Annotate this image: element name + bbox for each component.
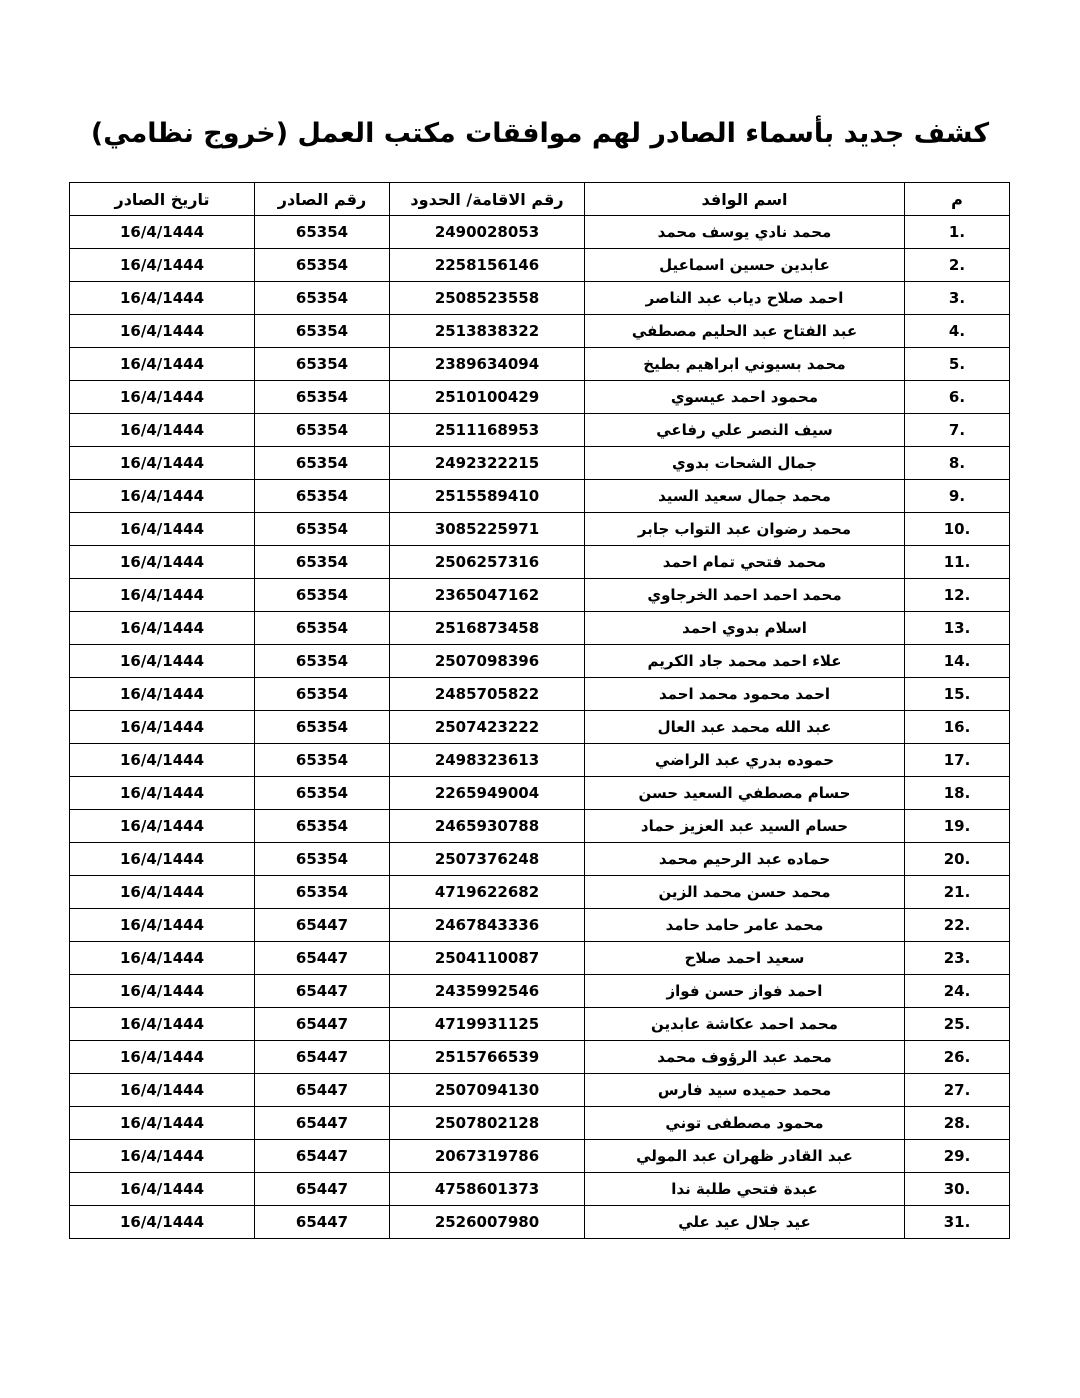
cell-issue-date: 16/4/1444 [70,777,255,810]
table-row [70,348,1010,381]
cell-name: محمد نادي يوسف محمد [585,216,905,249]
cell-name: محمد عامر حامد حامد [585,909,905,942]
cell-index: 31. [905,1206,1010,1239]
cell-residence-number: 4758601373 [390,1173,585,1206]
table-row [70,876,1010,909]
cell-residence-number: 4719931125 [390,1008,585,1041]
cell-name: محمد جمال سعيد السيد [585,480,905,513]
cell-issue-number: 65447 [255,1074,390,1107]
cell-issue-date: 16/4/1444 [70,282,255,315]
cell-index: 23. [905,942,1010,975]
cell-issue-number: 65354 [255,513,390,546]
cell-name: احمد فواز حسن فواز [585,975,905,1008]
cell-residence-number: 2365047162 [390,579,585,612]
page-title: كشف جديد بأسماء الصادر لهم موافقات مكتب العمل (خروج نظامي) [90,118,990,149]
cell-issue-number: 65354 [255,546,390,579]
cell-issue-number: 65354 [255,249,390,282]
table-row [70,546,1010,579]
table-header [70,183,1010,216]
cell-residence-number: 2258156146 [390,249,585,282]
table-row [70,810,1010,843]
cell-issue-date: 16/4/1444 [70,315,255,348]
cell-issue-date: 16/4/1444 [70,645,255,678]
cell-residence-number: 2506257316 [390,546,585,579]
cell-issue-date: 16/4/1444 [70,249,255,282]
cell-index: 25. [905,1008,1010,1041]
cell-index: 20. [905,843,1010,876]
table-row [70,777,1010,810]
table-row [70,1206,1010,1239]
cell-residence-number: 3085225971 [390,513,585,546]
cell-residence-number: 2508523558 [390,282,585,315]
cell-issue-number: 65354 [255,480,390,513]
cell-residence-number: 2515589410 [390,480,585,513]
cell-issue-date: 16/4/1444 [70,1074,255,1107]
cell-issue-date: 16/4/1444 [70,744,255,777]
cell-name: حماده عبد الرحيم محمد [585,843,905,876]
cell-issue-number: 65354 [255,744,390,777]
cell-residence-number: 2507098396 [390,645,585,678]
cell-issue-date: 16/4/1444 [70,1008,255,1041]
cell-name: محمد بسيوني ابراهيم بطيخ [585,348,905,381]
cell-index: 29. [905,1140,1010,1173]
cell-issue-number: 65354 [255,810,390,843]
cell-residence-number: 2067319786 [390,1140,585,1173]
table-row [70,843,1010,876]
cell-issue-date: 16/4/1444 [70,810,255,843]
cell-issue-number: 65354 [255,612,390,645]
cell-index: 26. [905,1041,1010,1074]
table-row [70,579,1010,612]
cell-issue-number: 65354 [255,777,390,810]
header-name: اسم الوافد [585,183,905,216]
table-row [70,1041,1010,1074]
cell-name: محمد عبد الرؤوف محمد [585,1041,905,1074]
cell-residence-number: 2507423222 [390,711,585,744]
table-body [70,216,1010,1239]
cell-name: عيد جلال عيد علي [585,1206,905,1239]
cell-name: احمد محمود محمد احمد [585,678,905,711]
cell-name: سعيد احمد صلاح [585,942,905,975]
cell-index: 4. [905,315,1010,348]
cell-issue-number: 65447 [255,1206,390,1239]
cell-index: 9. [905,480,1010,513]
cell-name: محمود احمد عيسوي [585,381,905,414]
table-row [70,909,1010,942]
cell-issue-date: 16/4/1444 [70,1206,255,1239]
cell-index: 1. [905,216,1010,249]
cell-index: 2. [905,249,1010,282]
cell-name: محمد رضوان عبد التواب جابر [585,513,905,546]
cell-name: عبدة فتحي طلبة ندا [585,1173,905,1206]
header-issue-number: رقم الصادر [255,183,390,216]
cell-index: 18. [905,777,1010,810]
cell-issue-date: 16/4/1444 [70,480,255,513]
cell-residence-number: 4719622682 [390,876,585,909]
table-row [70,645,1010,678]
cell-issue-number: 65447 [255,1173,390,1206]
cell-name: محمود مصطفى توني [585,1107,905,1140]
cell-issue-number: 65354 [255,678,390,711]
cell-issue-date: 16/4/1444 [70,348,255,381]
table-row [70,381,1010,414]
cell-index: 17. [905,744,1010,777]
cell-issue-number: 65354 [255,315,390,348]
cell-index: 24. [905,975,1010,1008]
cell-index: 3. [905,282,1010,315]
cell-issue-date: 16/4/1444 [70,414,255,447]
table-row [70,678,1010,711]
approvals-table [69,182,1010,1239]
cell-issue-date: 16/4/1444 [70,942,255,975]
header-residence-number: رقم الاقامة/ الحدود [390,183,585,216]
cell-issue-date: 16/4/1444 [70,678,255,711]
cell-name: احمد صلاح دياب عبد الناصر [585,282,905,315]
cell-issue-number: 65354 [255,579,390,612]
table-header-row [70,183,1010,216]
header-issue-date: تاريخ الصادر [70,183,255,216]
cell-index: 8. [905,447,1010,480]
table-row [70,513,1010,546]
cell-residence-number: 2510100429 [390,381,585,414]
table-row [70,282,1010,315]
cell-issue-number: 65447 [255,1041,390,1074]
cell-issue-number: 65447 [255,942,390,975]
cell-name: جمال الشحات بدوي [585,447,905,480]
table-row [70,942,1010,975]
table-row [70,480,1010,513]
table-row [70,612,1010,645]
cell-residence-number: 2515766539 [390,1041,585,1074]
cell-issue-date: 16/4/1444 [70,1140,255,1173]
cell-index: 28. [905,1107,1010,1140]
cell-issue-number: 65447 [255,1140,390,1173]
cell-index: 22. [905,909,1010,942]
table-row [70,414,1010,447]
cell-issue-date: 16/4/1444 [70,909,255,942]
table-row [70,1140,1010,1173]
cell-issue-number: 65354 [255,216,390,249]
cell-residence-number: 2504110087 [390,942,585,975]
cell-issue-date: 16/4/1444 [70,447,255,480]
cell-index: 19. [905,810,1010,843]
cell-issue-number: 65354 [255,348,390,381]
cell-residence-number: 2467843336 [390,909,585,942]
cell-residence-number: 2511168953 [390,414,585,447]
cell-residence-number: 2485705822 [390,678,585,711]
cell-residence-number: 2498323613 [390,744,585,777]
cell-residence-number: 2465930788 [390,810,585,843]
cell-index: 13. [905,612,1010,645]
cell-issue-date: 16/4/1444 [70,1107,255,1140]
cell-name: عبد الفتاح عبد الحليم مصطفي [585,315,905,348]
cell-name: سيف النصر علي رفاعي [585,414,905,447]
cell-issue-number: 65354 [255,447,390,480]
cell-residence-number: 2507802128 [390,1107,585,1140]
cell-index: 30. [905,1173,1010,1206]
cell-issue-date: 16/4/1444 [70,843,255,876]
cell-index: 11. [905,546,1010,579]
cell-residence-number: 2516873458 [390,612,585,645]
cell-name: عابدين حسين اسماعيل [585,249,905,282]
cell-index: 7. [905,414,1010,447]
cell-name: حموده بدري عبد الراضي [585,744,905,777]
cell-issue-number: 65447 [255,1008,390,1041]
cell-issue-date: 16/4/1444 [70,612,255,645]
cell-issue-number: 65354 [255,381,390,414]
cell-index: 15. [905,678,1010,711]
table-row [70,216,1010,249]
table-row [70,249,1010,282]
cell-residence-number: 2265949004 [390,777,585,810]
cell-issue-number: 65354 [255,645,390,678]
cell-issue-number: 65354 [255,414,390,447]
cell-residence-number: 2389634094 [390,348,585,381]
table-row [70,1074,1010,1107]
cell-issue-number: 65354 [255,282,390,315]
cell-issue-date: 16/4/1444 [70,579,255,612]
cell-index: 6. [905,381,1010,414]
table-row [70,1173,1010,1206]
cell-issue-number: 65447 [255,909,390,942]
cell-issue-number: 65354 [255,843,390,876]
table-row [70,744,1010,777]
cell-issue-number: 65447 [255,975,390,1008]
cell-index: 14. [905,645,1010,678]
cell-residence-number: 2526007980 [390,1206,585,1239]
cell-issue-date: 16/4/1444 [70,876,255,909]
cell-index: 16. [905,711,1010,744]
table-row [70,1107,1010,1140]
cell-residence-number: 2490028053 [390,216,585,249]
cell-residence-number: 2492322215 [390,447,585,480]
cell-issue-date: 16/4/1444 [70,711,255,744]
cell-index: 5. [905,348,1010,381]
cell-issue-date: 16/4/1444 [70,1173,255,1206]
cell-issue-number: 65354 [255,876,390,909]
cell-issue-date: 16/4/1444 [70,975,255,1008]
table-row [70,975,1010,1008]
cell-name: محمد فتحي تمام احمد [585,546,905,579]
cell-index: 21. [905,876,1010,909]
cell-name: عبد القادر ظهران عبد المولي [585,1140,905,1173]
cell-issue-date: 16/4/1444 [70,381,255,414]
cell-name: محمد احمد احمد الخرجاوي [585,579,905,612]
cell-residence-number: 2507094130 [390,1074,585,1107]
cell-index: 10. [905,513,1010,546]
cell-name: حسام السيد عبد العزيز حماد [585,810,905,843]
cell-name: محمد احمد عكاشة عابدين [585,1008,905,1041]
cell-name: محمد حسن محمد الزين [585,876,905,909]
table-row [70,1008,1010,1041]
cell-issue-date: 16/4/1444 [70,546,255,579]
cell-residence-number: 2513838322 [390,315,585,348]
cell-index: 27. [905,1074,1010,1107]
cell-issue-date: 16/4/1444 [70,1041,255,1074]
cell-name: عبد الله محمد عبد العال [585,711,905,744]
cell-residence-number: 2507376248 [390,843,585,876]
cell-residence-number: 2435992546 [390,975,585,1008]
cell-issue-date: 16/4/1444 [70,513,255,546]
table-row [70,447,1010,480]
cell-index: 12. [905,579,1010,612]
cell-issue-number: 65447 [255,1107,390,1140]
cell-name: حسام مصطفي السعيد حسن [585,777,905,810]
cell-name: علاء احمد محمد جاد الكريم [585,645,905,678]
header-index: م [905,183,1010,216]
table-row [70,711,1010,744]
cell-name: اسلام بدوي احمد [585,612,905,645]
cell-issue-date: 16/4/1444 [70,216,255,249]
table-row [70,315,1010,348]
cell-issue-number: 65354 [255,711,390,744]
cell-name: محمد حميده سيد فارس [585,1074,905,1107]
